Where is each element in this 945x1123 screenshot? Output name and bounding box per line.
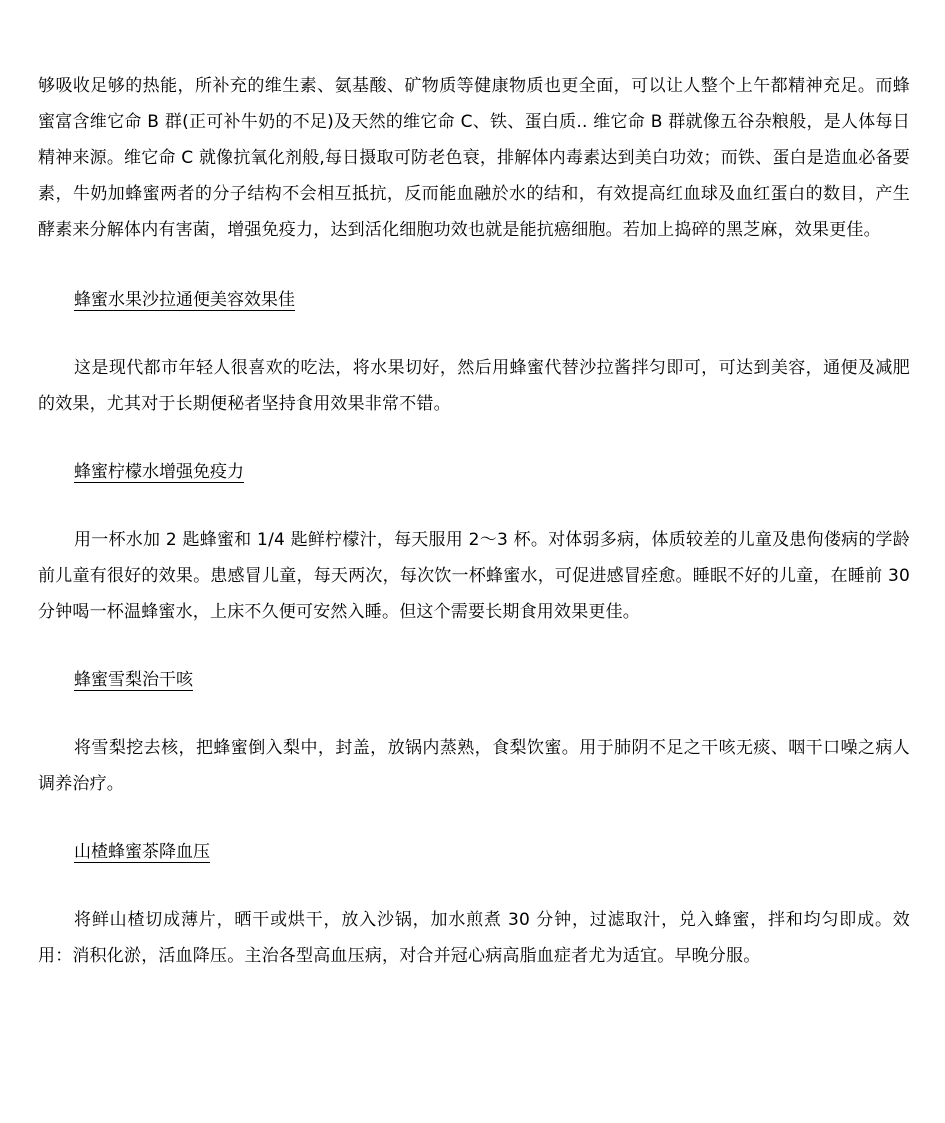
spacer <box>38 802 910 834</box>
spacer <box>38 630 910 662</box>
spacer <box>38 248 910 282</box>
document-page <box>38 68 910 974</box>
lemon-title: 蜂蜜柠檬水增强免疫力 <box>74 462 244 482</box>
lemon-paragraph: 用一杯水加 2 匙蜂蜜和 1/4 匙鲜柠檬汁，每天服用 2～3 杯。对体弱多病，体质较差的儿童及患佝偻病的学龄前儿童有很好的效果。患感冒儿童，每天两次，每次饮一杯蜂蜜水，可促进感冒痊愈。睡眠不好的儿童，在睡前 30 分钟喝一杯温蜂蜜水，上床不久便可安然入睡。但这个需要长期食用效果更佳。 <box>38 530 910 622</box>
salad-title: 蜂蜜水果沙拉通便美容效果佳 <box>74 290 295 310</box>
section-heading-pear <box>38 662 910 698</box>
section-heading-salad <box>38 282 910 318</box>
intro-paragraph: 够吸收足够的热能，所补充的维生素、氨基酸、矿物质等健康物质也更全面，可以让人整个上午都精神充足。而蜂蜜富含维它命 B 群(正可补牛奶的不足)及天然的维它命 C、铁、蛋白质.. 维它命 B 群就像五谷杂粮般，是人体每日精神来源。维它命 C 就像抗氧化剂般,每日摄取可防老色衰，排解体内毒素达到美白功效；而铁、蛋白是造血必备要素，牛奶加蜂蜜两者的分子结构不会相互抵抗，反而能血融於水的结和，有效提高红血球及血红蛋白的数目，产生酵素来分解体内有害菌，增强免疫力，达到活化细胞功效也就是能抗癌细胞。若加上捣碎的黑芝麻，效果更佳。 <box>38 76 910 240</box>
spacer <box>38 490 910 522</box>
spacer <box>38 318 910 350</box>
hawthorn-title: 山楂蜂蜜茶降血压 <box>74 842 210 862</box>
section-heading-hawthorn <box>38 834 910 870</box>
pear-paragraph: 将雪梨挖去核，把蜂蜜倒入梨中，封盖，放锅内蒸熟，食梨饮蜜。用于肺阴不足之干咳无痰、咽干口噪之病人调养治疗。 <box>38 738 910 794</box>
spacer <box>38 698 910 730</box>
spacer <box>38 870 910 902</box>
section-heading-lemon <box>38 454 910 490</box>
pear-title: 蜂蜜雪梨治干咳 <box>74 670 193 690</box>
salad-paragraph: 这是现代都市年轻人很喜欢的吃法，将水果切好，然后用蜂蜜代替沙拉酱拌匀即可，可达到美容，通便及减肥的效果，尤其对于长期便秘者坚持食用效果非常不错。 <box>38 358 910 414</box>
hawthorn-paragraph: 将鲜山楂切成薄片，晒干或烘干，放入沙锅，加水煎煮 30 分钟，过滤取汁，兑入蜂蜜，拌和均匀即成。效用：消积化淤，活血降压。主治各型高血压病，对合并冠心病高脂血症者尤为适宜。早晚分服。 <box>38 910 910 966</box>
spacer <box>38 422 910 454</box>
